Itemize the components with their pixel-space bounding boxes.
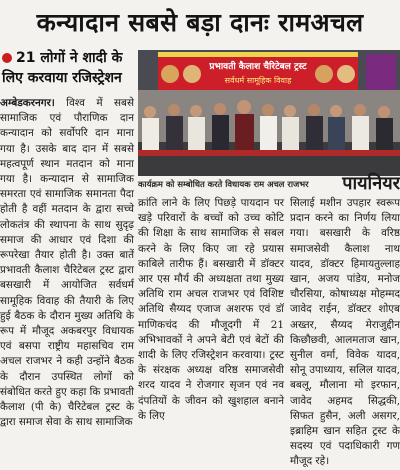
article-column-left	[0, 96, 134, 429]
banner-title: प्रभावती कैलाश चैरिटेबल ट्रस्ट	[209, 62, 307, 72]
newspaper-masthead: पायनियर	[342, 173, 400, 194]
subheadline-text: 21 लोगों ने शादी के लिए करवाया रजिस्ट्रेशन	[2, 50, 123, 86]
banner-subtitle: सर्वधर्म सामूहिक विवाह	[224, 76, 292, 85]
photo-caption: कार्यक्रम को सम्बोधित करते विधायक राम अचल राजभर	[138, 179, 309, 189]
dateline: अम्बेडकरनगर।	[0, 97, 55, 109]
article-text-middle: क्रांति लाने के लिए पिछड़े पायदान पर खड़े परिवारों के बच्चों को उच्च कोटि की शिक्षा के साथ सामाजिक से सबल करने के लिए किए जा रहे प्रयास काबिले तारीफ हैं। बसखारी में डॉक्टर आर एस मौर्य की अध्यक्षता तथा मुख्य अतिथि राम अचल राजभर एवं विशिष्ट अतिथि सैय्यद एजाज अशरफ एवं डॉ माणिकचंद की मौजूदगी में 21 अभिभावकों ने अपने बेटी एवं बेटों की शादी के लिए रजिस्ट्रेशन करवाया। ट्रस्ट के संरक्षक अध्यक्ष वरिष्ठ समाजसेवी शरद यादव ने रोजगार सृजन एवं नव दंपतियों के जीवन को खुशहाल बनाने के लिए	[138, 197, 284, 422]
event-photo-image	[138, 50, 400, 176]
article-column-middle	[138, 196, 284, 422]
article-text-left: विश्व में सबसे सामाजिक एवं पौराणिक दान कन्यादान को सर्वोपरि दान माना गया है। उसके बाद दान में सबसे महत्वपूर्ण स्थान मतदान को माना गया है। कन्यादान से सामाजिक समरता एवं सामाजिक समानता पैदा होती है वहीं मतदान के द्वारा सच्चे लोकतंत्र की स्थापना के साथ सुदृढ़ समाज की आधार एवं दिशा की रूपरेखा तैयार होती है। उक्त बातें प्रभावती कैलाश चैरिटेबल ट्रस्ट द्वारा बसखारी में आयोजित सर्वधर्म सामूहिक विवाह की तैयारी के लिए हुई बैठक के दौरान मुख्य अतिथि के रूप में मौजूद अकबरपुर विधायक एवं बसपा राष्ट्रीय महासचिव राम अचल राजभर ने कही उन्होंने बैठक के दौरान उपस्थित लोगों को संबोधित करते हुए कहा कि प्रभावती कैलाश (पी के) चैरिटेबल ट्रस्ट के द्वारा समाज सेवा के साथ सामाजिक	[0, 97, 134, 429]
headline: कन्यादान सबसे बड़ा दानः रामअचल	[36, 8, 364, 37]
event-photo	[138, 50, 400, 176]
article-text-right: सिलाई मशीन उपहार स्वरूप प्रदान करने का निर्णय लिया गया। बसखारी के वरिष्ठ समाजसेवी कैलाश नाथ यादव, डॉक्टर हिमायतुल्लाह खान, अजय पांडेय, मनोज चौरसिया, कोषाध्यक्ष मोहम्मद जावेद राईन, डॉक्टर शोएब अख्तर, सैय्यद मेराजुद्दीन किछौछवी, आलमताज खान, सुनील वर्मा, विवेक यादव, सोनू उपाध्याय, सलिल यादव, बबलू, मौलाना मो इरफान, जावेद अहमद सिद्धकी, सिफत हुसैन, अली असगर, इब्राहिम खान सहित ट्रस्ट के सदस्य एवं पदाधिकारी गण मौजूद रहे।	[290, 197, 400, 468]
subheadline	[2, 48, 136, 88]
red-dot-icon	[2, 53, 12, 63]
seated-people	[142, 100, 393, 154]
article-column-right	[290, 196, 400, 468]
